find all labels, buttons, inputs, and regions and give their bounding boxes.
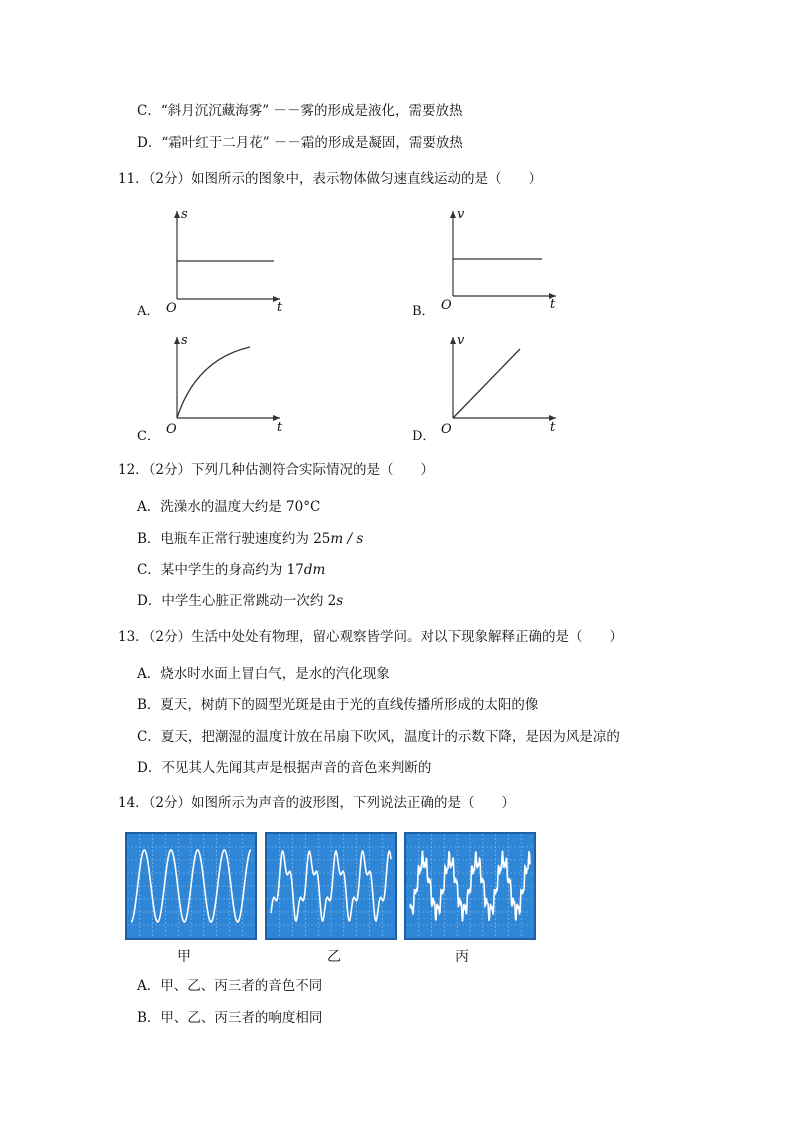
option-text: A．洗澡水的温度大约是 70 bbox=[137, 499, 304, 515]
graph-b bbox=[436, 207, 566, 317]
graph-d bbox=[436, 333, 566, 443]
y-axis-label: v bbox=[457, 333, 465, 348]
question-11-stem: 11．（2分）如图所示的图象中，表示物体做匀速直线运动的是（ ） bbox=[118, 171, 543, 187]
q14-option-a: A．甲、乙、丙三者的音色不同 bbox=[137, 978, 323, 994]
waveform-svg-bing bbox=[406, 834, 534, 938]
option-text: D．中学生心脏正常跳动一次约 2 bbox=[137, 593, 337, 609]
option-c-prev bbox=[137, 102, 462, 120]
origin-label: O bbox=[166, 422, 177, 437]
q13-option-c: C．夏天，把潮湿的温度计放在吊扇下吹风，温度计的示数下降，是因为风是凉的 bbox=[137, 729, 620, 745]
graph-a bbox=[160, 207, 290, 317]
wave-caption-bing: 丙 bbox=[455, 949, 469, 965]
option-text: B．电瓶车正常行驶速度约为 25 bbox=[137, 531, 331, 547]
q12-option-b bbox=[137, 530, 363, 548]
q12-option-a bbox=[137, 498, 320, 516]
q14-option-b: B．甲、乙、丙三者的响度相同 bbox=[137, 1010, 323, 1026]
question-12-stem: 12．（2分）下列几种估测符合实际情况的是（ ） bbox=[118, 462, 435, 478]
graph-b-label: B． bbox=[412, 304, 435, 319]
x-axis-label: t bbox=[550, 297, 556, 312]
option-text: “霜叶红于二月花” －－霜的形成是凝固，需要放热 bbox=[161, 135, 463, 151]
y-axis-label: s bbox=[181, 333, 188, 348]
question-13-stem: 13．（2分）生活中处处有物理，留心观察皆学问。对以下现象解释正确的是（ ） bbox=[118, 629, 624, 645]
q13-option-a: A．烧水时水面上冒白气，是水的汽化现象 bbox=[137, 666, 390, 682]
x-axis-label: t bbox=[277, 420, 283, 435]
waveform-bing bbox=[404, 832, 536, 940]
option-unit: s bbox=[336, 593, 344, 609]
option-letter: D． bbox=[137, 135, 162, 151]
option-unit: dm bbox=[303, 562, 326, 578]
x-axis-label: t bbox=[277, 300, 283, 315]
wave-caption-jia: 甲 bbox=[177, 949, 191, 965]
y-axis-label: v bbox=[457, 207, 465, 222]
option-d-prev bbox=[137, 134, 463, 152]
graph-a-label: A． bbox=[137, 304, 160, 319]
y-axis-label: s bbox=[181, 207, 188, 222]
option-text: C．某中学生的身高约为 17 bbox=[137, 562, 304, 578]
q13-option-d: D．不见其人先闻其声是根据声音的音色来判断的 bbox=[137, 760, 432, 776]
q12-option-c bbox=[137, 561, 325, 579]
origin-label: O bbox=[441, 422, 452, 437]
option-unit: °C bbox=[303, 499, 321, 515]
waveform-svg-yi bbox=[267, 834, 395, 938]
origin-label: O bbox=[166, 301, 177, 316]
question-14-stem: 14．（2分）如图所示为声音的波形图，下列说法正确的是（ ） bbox=[118, 795, 516, 811]
wave-caption-yi: 乙 bbox=[327, 949, 341, 965]
x-axis-label: t bbox=[550, 420, 556, 435]
q13-option-b: B．夏天，树荫下的圆型光斑是由于光的直线传播所形成的太阳的像 bbox=[137, 697, 539, 713]
waveform-svg-jia bbox=[127, 834, 255, 938]
q12-option-d bbox=[137, 592, 343, 610]
option-text: “斜月沉沉藏海雾” －－雾的形成是液化，需要放热 bbox=[160, 103, 463, 119]
origin-label: O bbox=[441, 298, 452, 313]
graph-d-label: D． bbox=[412, 429, 436, 444]
graph-c-label: C． bbox=[137, 429, 160, 444]
waveform-jia bbox=[125, 832, 257, 940]
waveform-yi bbox=[265, 832, 397, 940]
option-letter: C． bbox=[137, 103, 161, 119]
option-unit: m / s bbox=[330, 531, 364, 547]
graph-c bbox=[160, 333, 290, 443]
